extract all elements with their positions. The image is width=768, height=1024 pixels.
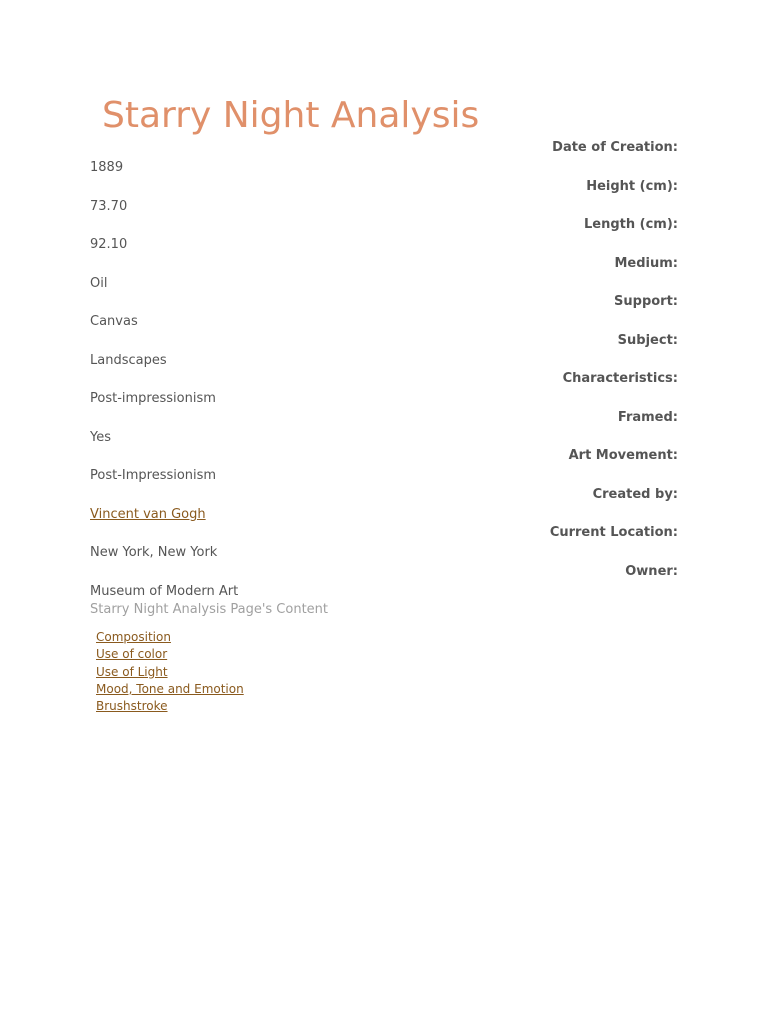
toc-link-composition[interactable]: Composition bbox=[96, 630, 171, 644]
label-length: Length (cm): bbox=[584, 217, 678, 232]
label-art-movement: Art Movement: bbox=[568, 448, 678, 463]
label-subject: Subject: bbox=[617, 332, 678, 348]
toc-link-brushstroke[interactable]: Brushstroke bbox=[96, 699, 168, 714]
value-characteristics: Post-impressionism bbox=[90, 391, 216, 406]
page-title: Starry Night Analysis bbox=[102, 95, 480, 136]
field-labels bbox=[550, 139, 678, 601]
label-framed: Framed: bbox=[617, 409, 678, 425]
label-owner: Owner: bbox=[625, 563, 678, 579]
value-art-movement: Post-Impressionism bbox=[90, 468, 217, 483]
label-height: Height (cm): bbox=[586, 178, 678, 194]
value-owner: Museum of Modern Art bbox=[90, 583, 239, 599]
value-framed: Yes bbox=[90, 429, 111, 445]
value-subject: Landscapes bbox=[90, 352, 167, 368]
value-height: 73.70 bbox=[90, 198, 128, 214]
label-current-location: Current Location: bbox=[549, 525, 678, 540]
value-date-of-creation: 1889 bbox=[90, 160, 124, 175]
toc-item-use-of-light bbox=[96, 664, 244, 681]
toc-item-use-of-color bbox=[96, 646, 244, 663]
artist-link[interactable]: Vincent van Gogh bbox=[90, 506, 206, 522]
toc-item-brushstroke bbox=[96, 698, 244, 715]
label-medium: Medium: bbox=[614, 255, 678, 271]
toc-link-mood-tone-emotion[interactable]: Mood, Tone and Emotion bbox=[96, 681, 244, 696]
label-date-of-creation: Date of Creation: bbox=[552, 140, 678, 155]
value-created-by bbox=[90, 506, 238, 545]
toc-title: Starry Night Analysis Page's Content bbox=[90, 602, 329, 617]
label-characteristics: Characteristics: bbox=[562, 371, 678, 386]
value-support: Canvas bbox=[90, 314, 138, 329]
toc-link-use-of-light[interactable]: Use of Light bbox=[96, 664, 168, 679]
field-values bbox=[90, 159, 238, 601]
label-support: Support: bbox=[614, 294, 678, 309]
toc-item-composition bbox=[96, 629, 244, 646]
label-created-by: Created by: bbox=[592, 486, 678, 502]
value-current-location: New York, New York bbox=[90, 545, 218, 560]
value-length: 92.10 bbox=[90, 237, 128, 252]
table-of-contents bbox=[96, 629, 244, 715]
value-medium: Oil bbox=[90, 275, 108, 291]
toc-link-use-of-color[interactable]: Use of color bbox=[96, 647, 168, 662]
toc-item-mood-tone-emotion bbox=[96, 681, 244, 698]
